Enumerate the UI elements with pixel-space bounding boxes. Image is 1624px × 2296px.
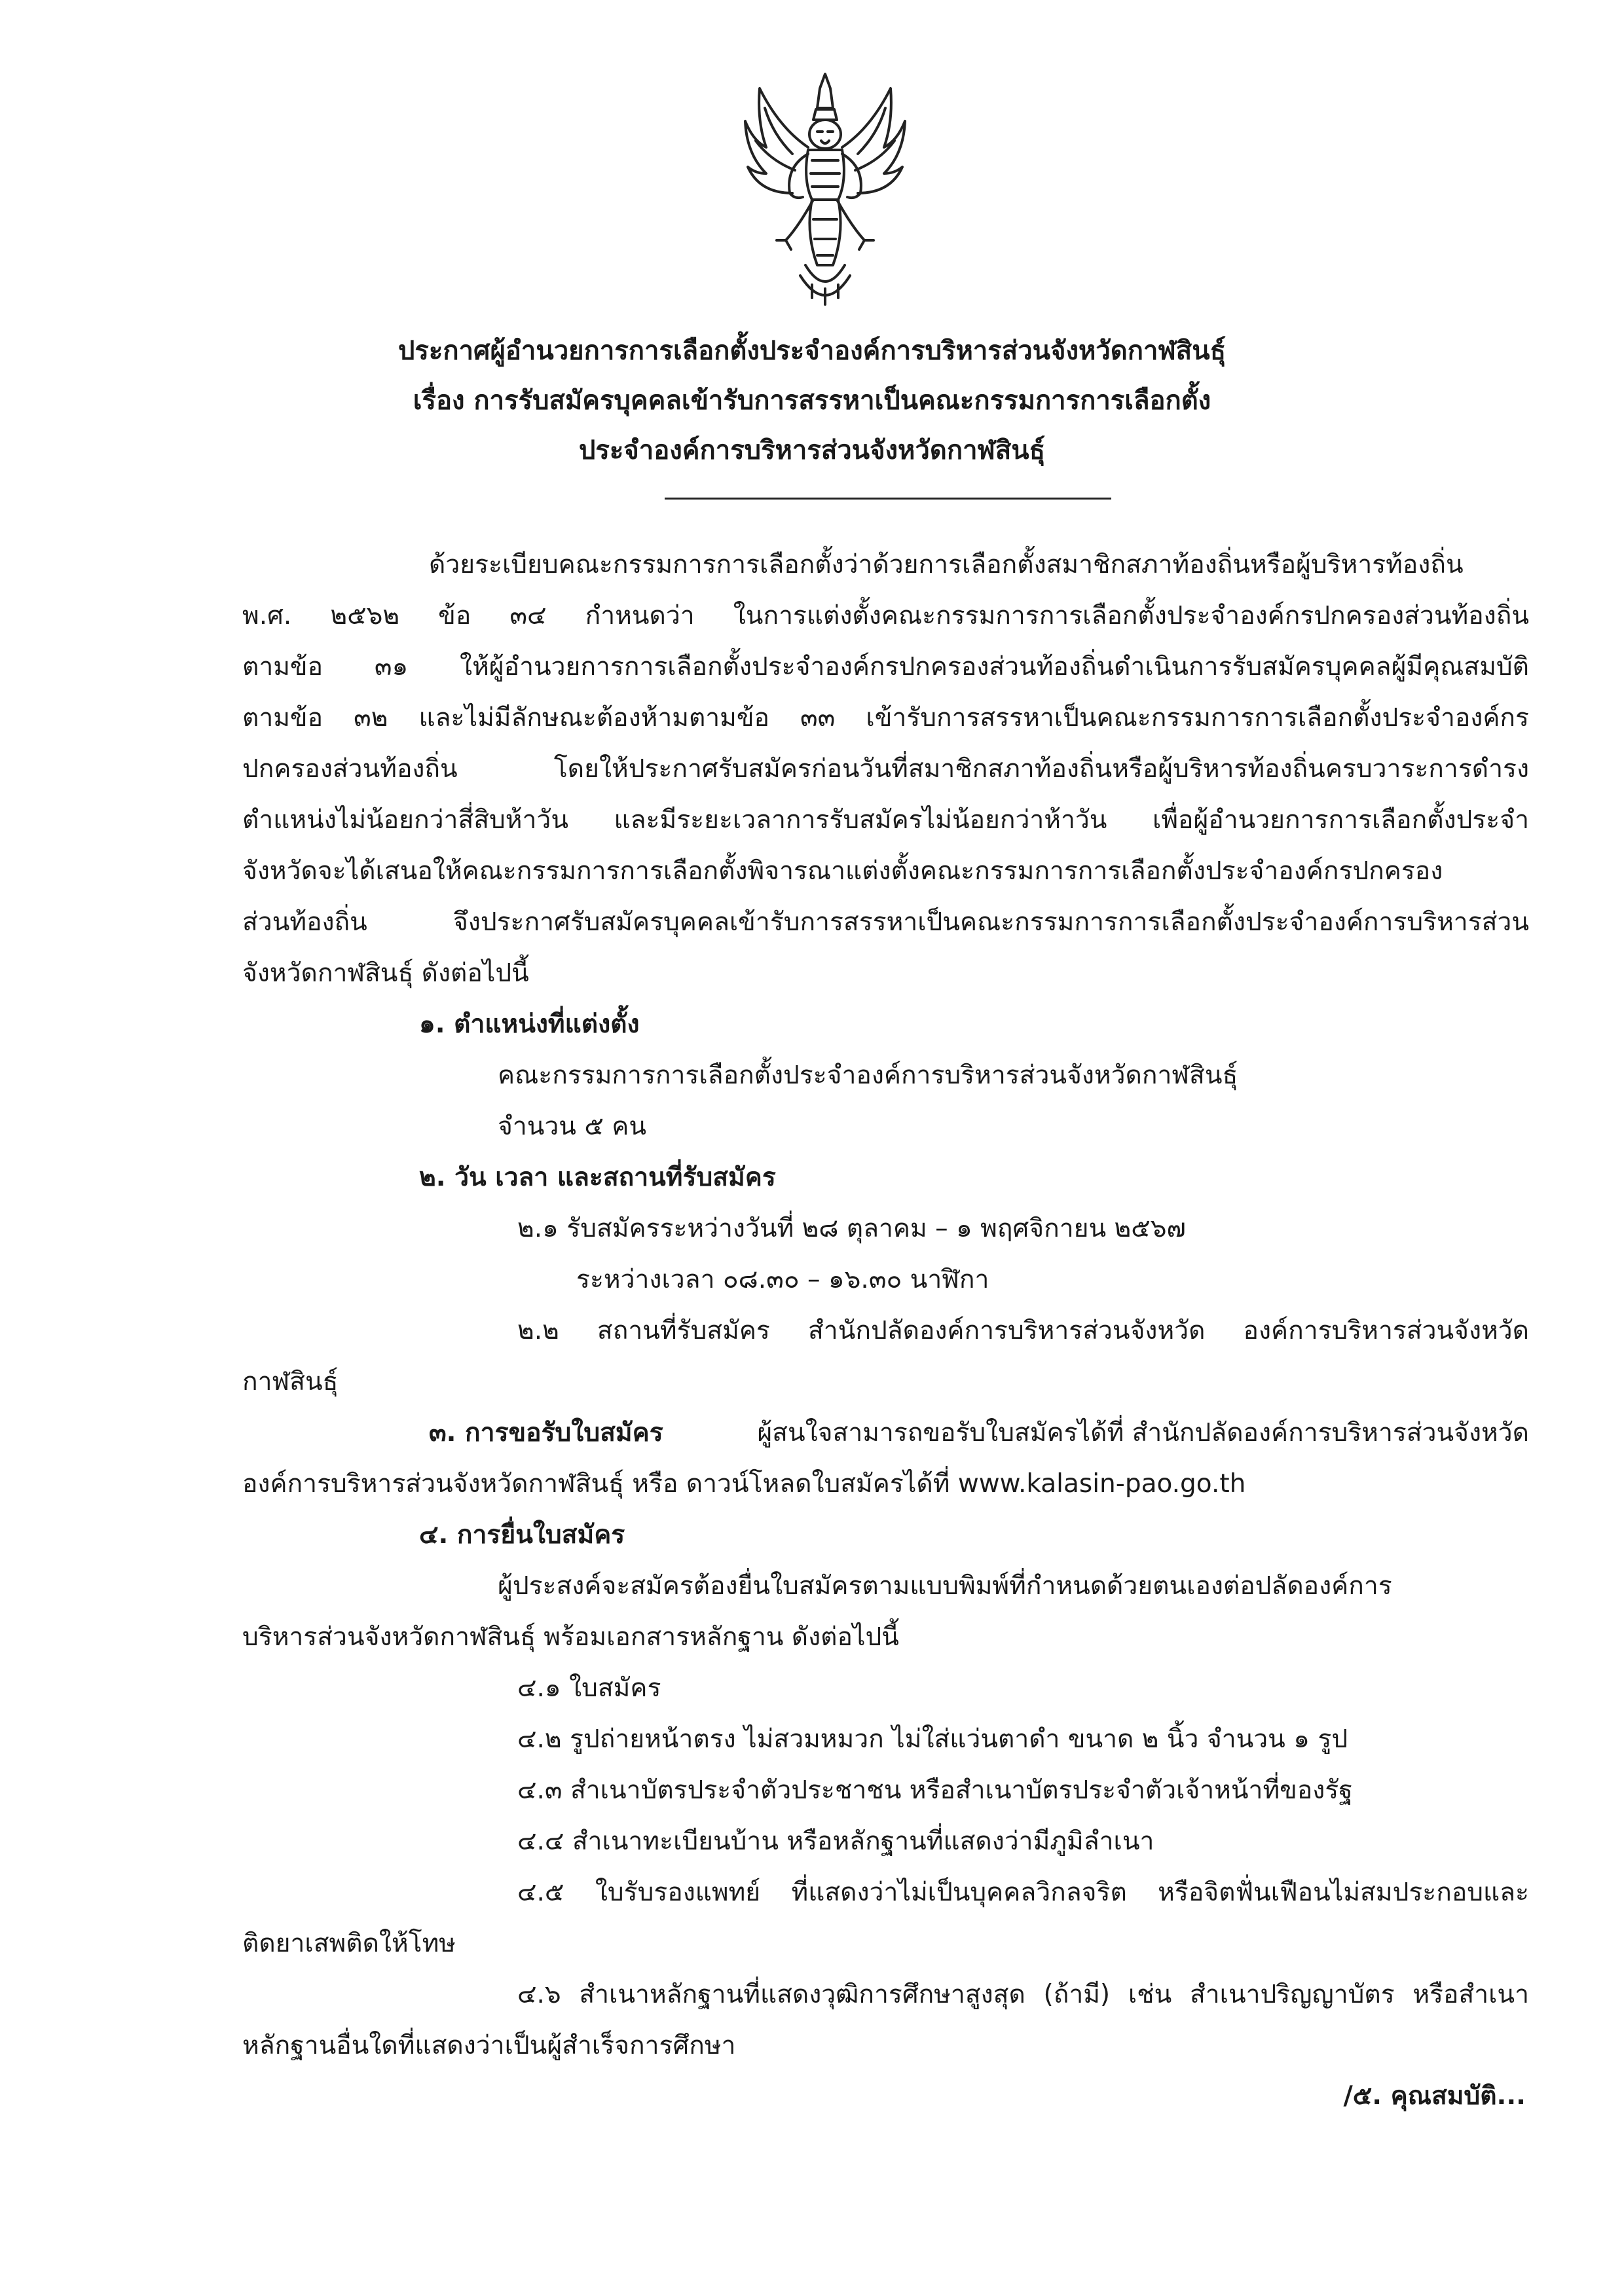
section-4-item: ๔.๒ รูปถ่ายหน้าตรง ไม่สวมหมวก ไม่ใส่แว่นตาดำ ขนาด ๒ นิ้ว จำนวน ๑ รูป [517,1724,1348,1754]
preamble-line: ตำแหน่งไม่น้อยกว่าสี่สิบห้าวัน และมีระยะเวลาการรับสมัครไม่น้อยกว่าห้าวัน เพื่อผู้อำนวยการการเลือกตั้งประจำ [242,805,1529,835]
title-divider [665,498,1111,500]
preamble-line: จังหวัดกาฬสินธุ์ ดังต่อไปนี้ [242,958,529,988]
section-3-line [429,1408,1529,1458]
section-4-item: ๔.๓ สำเนาบัตรประจำตัวประชาชน หรือสำเนาบัตรประจำตัวเจ้าหน้าที่ของรัฐ [517,1776,1353,1805]
section-3-heading: ๓. การขอรับใบสมัคร [429,1418,663,1448]
preamble-line: ปกครองส่วนท้องถิ่น โดยให้ประกาศรับสมัครก่อนวันที่สมาชิกสภาท้องถิ่นหรือผู้บริหารท้องถิ่นครบวาระการดำรง [242,754,1529,784]
section-3-text: ผู้สนใจสามารถขอรับใบสมัครได้ที่ สำนักปลัดองค์การบริหารส่วนจังหวัด [757,1418,1529,1448]
section-4-item: ๔.๑ ใบสมัคร [517,1673,661,1703]
section-4-item-cont: ติดยาเสพติดให้โทษ [242,1929,456,1958]
section-1-count: จำนวน ๕ คน [498,1112,647,1141]
announcement-subject-cont: ประจำองค์การบริหารส่วนจังหวัดกาฬสินธุ์ [578,435,1046,465]
section-4-heading: ๔. การยื่นใบสมัคร [419,1520,625,1550]
garuda-emblem [740,69,910,318]
section-4-intro-cont: บริหารส่วนจังหวัดกาฬสินธุ์ พร้อมเอกสารหลักฐาน ดังต่อไปนี้ [242,1622,899,1652]
preamble-line: ตามข้อ ๓๒ และไม่มีลักษณะต้องห้ามตามข้อ ๓๓ เข้ารับการสรรหาเป็นคณะกรรมการการเลือกตั้งประจำองค์กร [242,703,1529,733]
section-2-heading: ๒. วัน เวลา และสถานที่รับสมัคร [419,1163,776,1192]
section-4-item: ๔.๖ สำเนาหลักฐานที่แสดงวุฒิการศึกษาสูงสุด (ถ้ามี) เช่น สำเนาปริญญาบัตร หรือสำเนา [517,1980,1529,2009]
section-4-intro: ผู้ประสงค์จะสมัครต้องยื่นใบสมัครตามแบบพิมพ์ที่กำหนดด้วยตนเองต่อปลัดองค์การ [498,1571,1392,1601]
section-2-dates: ๒.๑ รับสมัครระหว่างวันที่ ๒๘ ตุลาคม – ๑ พฤศจิกายน ๒๕๖๗ [517,1214,1186,1243]
section-1-position: คณะกรรมการการเลือกตั้งประจำองค์การบริหารส่วนจังหวัดกาฬสินธุ์ [498,1061,1238,1090]
section-2-time: ระหว่างเวลา ๐๘.๓๐ – ๑๖.๓๐ นาฬิกา [576,1265,989,1294]
preamble-line: จังหวัดจะได้เสนอให้คณะกรรมการการเลือกตั้งพิจารณาแต่งตั้งคณะกรรมการการเลือกตั้งประจำองค์กรปกครอง [242,856,1443,886]
preamble-line: ด้วยระเบียบคณะกรรมการการเลือกตั้งว่าด้วยการเลือกตั้งสมาชิกสภาท้องถิ่นหรือผู้บริหารท้องถิ่น [429,550,1464,579]
announcement-subject: เรื่อง การรับสมัครบุคคลเข้ารับการสรรหาเป็นคณะกรรมการการเลือกตั้ง [413,386,1211,416]
section-2-place: ๒.๒ สถานที่รับสมัคร สำนักปลัดองค์การบริหารส่วนจังหวัด องค์การบริหารส่วนจังหวัด [517,1316,1529,1345]
section-4-item: ๔.๔ สำเนาทะเบียนบ้าน หรือหลักฐานที่แสดงว่ามีภูมิลำเนา [517,1827,1154,1856]
announcement-title: ประกาศผู้อำนวยการการเลือกตั้งประจำองค์การบริหารส่วนจังหวัดกาฬสินธุ์ [398,336,1226,366]
section-1-heading: ๑. ตำแหน่งที่แต่งตั้ง [419,1010,640,1039]
section-4-item: ๔.๕ ใบรับรองแพทย์ ที่แสดงว่าไม่เป็นบุคคลวิกลจริต หรือจิตฟั่นเฟือนไม่สมประกอบและ [517,1878,1529,1907]
section-4-item-cont: หลักฐานอื่นใดที่แสดงว่าเป็นผู้สำเร็จการศึกษา [242,2031,736,2060]
section-2-place-cont: กาฬสินธุ์ [242,1367,339,1396]
preamble-line: ตามข้อ ๓๑ ให้ผู้อำนวยการการเลือกตั้งประจำองค์กรปกครองส่วนท้องถิ่นดำเนินการรับสมัครบุคคลผู้มีคุณสมบัติ [242,652,1529,682]
page-continuation: /๕. คุณสมบัติ... [1343,2081,1526,2111]
preamble-line: ส่วนท้องถิ่น จึงประกาศรับสมัครบุคคลเข้ารับการสรรหาเป็นคณะกรรมการการเลือกตั้งประจำองค์การบริหารส่วน [242,907,1529,937]
download-link[interactable]: องค์การบริหารส่วนจังหวัดกาฬสินธุ์ หรือ ดาวน์โหลดใบสมัครได้ที่ www.kalasin-pao.go.th [242,1469,1246,1499]
preamble-line: พ.ศ. ๒๕๖๒ ข้อ ๓๔ กำหนดว่า ในการแต่งตั้งคณะกรรมการการเลือกตั้งประจำองค์กรปกครองส่วนท้องถิ่น [242,601,1529,630]
section-3-text-cont [242,1459,1246,1509]
